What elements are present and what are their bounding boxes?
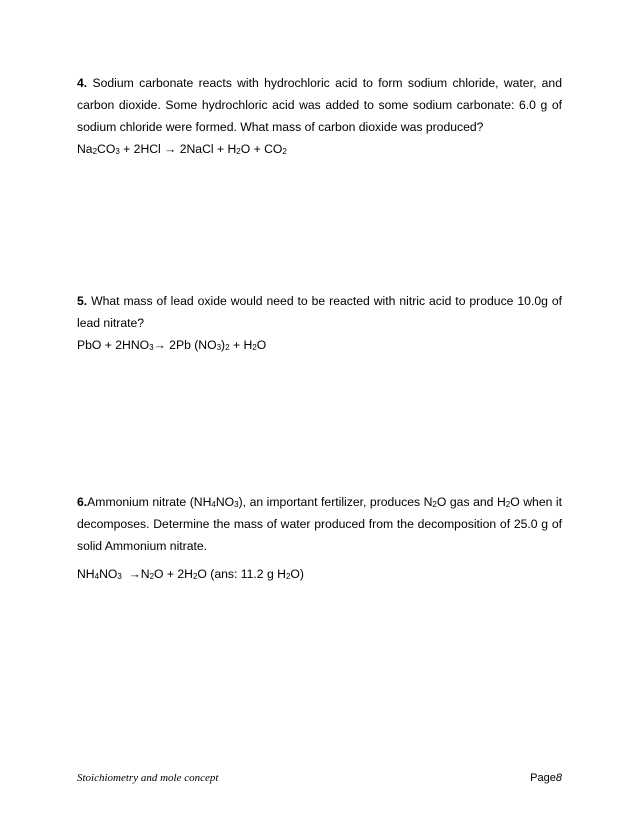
question-4-equation: $Na_2CO_3 + 2HCl$ → 2NaCl + $H_2O + CO_2$ [77, 142, 287, 156]
question-5 [77, 290, 562, 356]
question-5-equation: PbO + $2HNO_3\to 2Pb$ $(NO_3)_2 + H_2O$ [77, 338, 267, 352]
question-4-text [77, 72, 562, 138]
footer-title: Stoichiometry and mole concept [77, 772, 219, 784]
question-4-number: 4. [77, 76, 88, 90]
question-5-text [77, 290, 562, 334]
footer-page-digit: 8 [555, 772, 562, 784]
footer-page-label: Page [530, 772, 556, 784]
question-4-body: Sodium carbonate reacts with hydrochloric acid to form sodium chloride, water, and carbon dioxide. Some hydrochloric acid was added to some sodium carbonate: 6.0 g of sodium chloride were formed. What mass of carbon dioxide was produced? [77, 76, 562, 134]
footer-page-number [530, 772, 562, 784]
question-6 [77, 491, 562, 585]
question-4 [77, 72, 562, 160]
question-5-body: What mass of lead oxide would need to be reacted with nitric acid to produce 10.0g of lead nitrate? [77, 294, 562, 330]
question-6-text: 6.Ammonium nitrate $(NH_4NO_3)$, an important fertilizer, produces $N_2O$ gas and $H_2O$ when it decomposes. Determine the mass of water produced from the decomposition of 25.0 g of solid Ammonium nitrate. [77, 495, 563, 553]
page-footer [77, 772, 562, 790]
question-5-number: 5. [77, 294, 88, 308]
question-6-equation: $NH_4NO_3 \to N_2O + 2H_2O$ (ans: 11.2 g $H_2O$) [77, 567, 304, 581]
question-6-number: 6. [77, 495, 88, 509]
